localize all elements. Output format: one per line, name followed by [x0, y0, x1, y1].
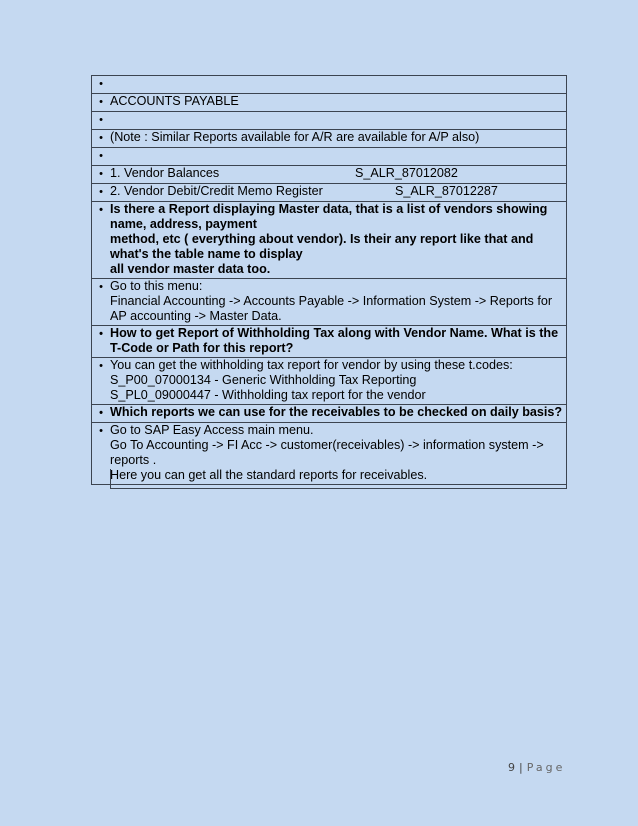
answer-line: Go to this menu:	[110, 279, 203, 293]
bullet-icon: •	[99, 168, 103, 180]
table-row	[92, 279, 566, 326]
question-line: Is there a Report displaying Master data, that is a list of vendors showing	[110, 202, 548, 216]
faq-table	[91, 75, 567, 485]
section-heading: ACCOUNTS PAYABLE	[110, 94, 239, 108]
answer-line: Go To Accounting -> FI Acc -> customer(receivables) -> information system ->	[110, 438, 544, 452]
question-line: T-Code or Path for this report?	[110, 341, 294, 355]
bullet-icon: •	[99, 186, 103, 198]
footer-separator: |	[519, 761, 523, 774]
table-row	[92, 112, 566, 130]
table-row	[92, 76, 566, 94]
answer-line: Here you can get all the standard reports for receivables.	[110, 468, 428, 482]
question-line: How to get Report of Withholding Tax along with Vendor Name. What is the	[110, 326, 559, 340]
answer-line: reports .	[110, 453, 157, 467]
answer-line: Go to SAP Easy Access main menu.	[110, 423, 314, 437]
answer-line: Financial Accounting -> Accounts Payable -> Information System -> Reports for	[110, 294, 553, 308]
bullet-icon: •	[99, 78, 103, 90]
table-row	[92, 148, 566, 166]
table-row	[92, 326, 566, 358]
answer-line: AP accounting -> Master Data.	[110, 309, 282, 323]
page-footer	[508, 761, 565, 774]
bullet-icon: •	[99, 150, 103, 162]
empty-table-cell	[110, 469, 567, 489]
table-row	[92, 184, 566, 202]
table-row	[92, 358, 566, 405]
report-name: 2. Vendor Debit/Credit Memo Register	[110, 184, 323, 198]
table-row	[92, 130, 566, 148]
bullet-icon: •	[99, 281, 103, 293]
bullet-icon: •	[99, 96, 103, 108]
report-code: S_ALR_87012287	[395, 184, 498, 198]
note-text: (Note : Similar Reports available for A/R are available for A/P also)	[110, 130, 480, 144]
question-line: name, address, payment	[110, 217, 257, 231]
report-name: 1. Vendor Balances	[110, 166, 220, 180]
table-row	[92, 94, 566, 112]
question-line: method, etc ( everything about vendor). Is their any report like that and	[110, 232, 534, 246]
bullet-icon: •	[99, 132, 103, 144]
page-label: Page	[526, 761, 566, 774]
bullet-icon: •	[99, 407, 103, 419]
table-row	[92, 202, 566, 279]
page-number: 9	[508, 761, 515, 774]
question-line: Which reports we can use for the receivables to be checked on daily basis?	[110, 405, 563, 419]
bullet-icon: •	[99, 114, 103, 126]
answer-line: S_P00_07000134 - Generic Withholding Tax Reporting	[110, 373, 417, 387]
table-row	[92, 166, 566, 184]
bullet-icon: •	[99, 204, 103, 216]
answer-line: S_PL0_09000447 - Withholding tax report for the vendor	[110, 388, 426, 402]
question-line: what's the table name to display	[110, 247, 303, 261]
table-row	[92, 405, 566, 423]
report-code: S_ALR_87012082	[355, 166, 458, 180]
bullet-icon: •	[99, 360, 103, 372]
answer-line: You can get the withholding tax report for vendor by using these t.codes:	[110, 358, 513, 372]
question-line: all vendor master data too.	[110, 262, 271, 276]
bullet-icon: •	[99, 328, 103, 340]
bullet-icon: •	[99, 425, 103, 437]
